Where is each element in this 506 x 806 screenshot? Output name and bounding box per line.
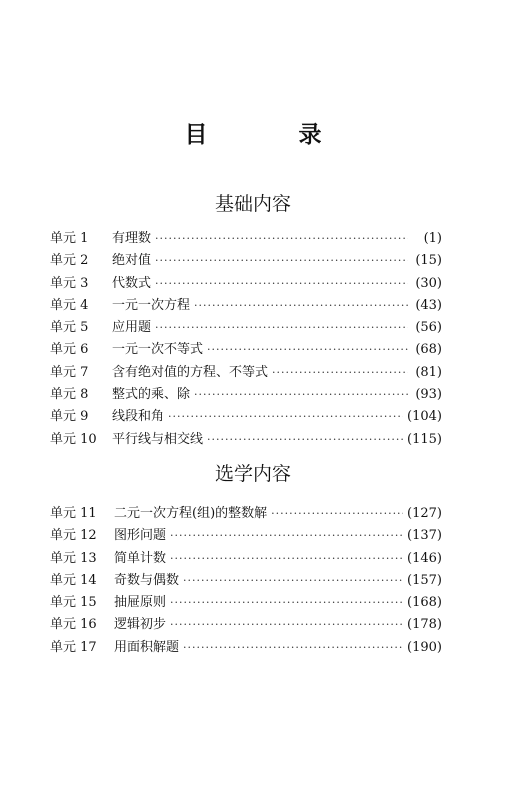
dot-leader bbox=[194, 299, 408, 312]
toc-page-number: (146) bbox=[407, 550, 442, 566]
toc-unit-label: 单元 9 bbox=[50, 409, 89, 425]
toc-unit-label: 单元 8 bbox=[50, 387, 89, 403]
toc-unit-label: 单元 6 bbox=[50, 342, 89, 358]
toc-entry bbox=[50, 361, 442, 383]
toc-unit-label: 单元 1 bbox=[50, 231, 89, 246]
toc-page-number: (43) bbox=[415, 297, 442, 313]
toc-unit-label: 单元 11 bbox=[50, 506, 97, 521]
toc-page-number: (178) bbox=[407, 617, 442, 633]
toc-unit-label: 单元 2 bbox=[50, 253, 89, 269]
toc-unit-label: 单元 3 bbox=[50, 275, 89, 291]
toc-unit-label: 单元 7 bbox=[50, 364, 89, 380]
toc-page-number: (1) bbox=[423, 231, 442, 246]
toc-unit-label: 单元 16 bbox=[50, 617, 97, 633]
toc-page-number: (56) bbox=[415, 320, 442, 336]
toc-entry bbox=[50, 227, 442, 249]
toc-entry bbox=[50, 428, 442, 450]
toc-entry bbox=[50, 591, 442, 613]
toc-entry bbox=[50, 405, 442, 427]
toc-entry-title: 图形问题 bbox=[114, 528, 167, 544]
toc-entry bbox=[50, 636, 442, 658]
toc-entry bbox=[50, 502, 442, 524]
dot-leader bbox=[155, 321, 408, 334]
toc-entry bbox=[50, 524, 442, 546]
toc-entry-title: 奇数与偶数 bbox=[114, 572, 180, 588]
dot-leader bbox=[272, 366, 408, 379]
toc-page-number: (104) bbox=[407, 409, 442, 425]
toc-entry-title: 线段和角 bbox=[112, 409, 165, 425]
toc-entry bbox=[50, 272, 442, 294]
toc-entry bbox=[50, 249, 442, 271]
toc-page-number: (127) bbox=[407, 506, 442, 521]
toc-page-number: (68) bbox=[415, 342, 442, 358]
toc-entry-title: 整式的乘、除 bbox=[112, 387, 191, 403]
toc-entry bbox=[50, 613, 442, 635]
toc-entry-title: 一元一次方程 bbox=[112, 297, 191, 313]
toc-unit-label: 单元 12 bbox=[50, 528, 97, 544]
toc-unit-label: 单元 10 bbox=[50, 431, 97, 447]
toc-unit-label: 单元 14 bbox=[50, 572, 97, 588]
toc-entry bbox=[50, 547, 442, 569]
toc-page-number: (115) bbox=[407, 431, 442, 447]
section-heading-elective: 选学内容 bbox=[214, 463, 291, 485]
toc-unit-label: 单元 15 bbox=[50, 595, 97, 611]
dot-leader bbox=[183, 574, 403, 587]
toc-entry bbox=[50, 569, 442, 591]
toc-entry-title: 应用题 bbox=[112, 320, 152, 336]
toc-list-basic bbox=[50, 227, 442, 450]
dot-leader bbox=[207, 343, 408, 356]
dot-leader bbox=[155, 232, 408, 245]
toc-page-number: (157) bbox=[407, 572, 442, 588]
dot-leader bbox=[155, 277, 408, 290]
toc-entry bbox=[50, 294, 442, 316]
toc-entry-title: 二元一次方程(组)的整数解 bbox=[114, 506, 268, 521]
dot-leader bbox=[170, 618, 403, 631]
toc-unit-label: 单元 4 bbox=[50, 297, 89, 313]
toc-page-number: (137) bbox=[407, 528, 442, 544]
toc-entry-title: 绝对值 bbox=[112, 253, 152, 269]
toc-page-number: (168) bbox=[407, 595, 442, 611]
dot-leader bbox=[170, 552, 403, 565]
section-heading-basic: 基础内容 bbox=[214, 193, 291, 215]
dot-leader bbox=[170, 596, 403, 609]
toc-page-number: (30) bbox=[415, 275, 442, 291]
dot-leader bbox=[170, 529, 403, 542]
toc-page-number: (81) bbox=[415, 364, 442, 380]
dot-leader bbox=[271, 507, 403, 520]
toc-page-number: (190) bbox=[407, 639, 442, 655]
page-title: 目 录 bbox=[184, 122, 356, 148]
toc-unit-label: 单元 5 bbox=[50, 320, 89, 336]
dot-leader bbox=[207, 433, 403, 446]
toc-list-elective bbox=[50, 502, 442, 658]
dot-leader bbox=[168, 410, 403, 423]
dot-leader bbox=[183, 641, 403, 654]
dot-leader bbox=[194, 388, 408, 401]
toc-page-number: (93) bbox=[415, 387, 442, 403]
toc-page-number: (15) bbox=[415, 253, 442, 269]
toc-entry bbox=[50, 383, 442, 405]
toc-entry-title: 简单计数 bbox=[114, 550, 167, 566]
toc-entry-title: 逻辑初步 bbox=[114, 617, 167, 633]
toc-entry-title: 平行线与相交线 bbox=[112, 431, 204, 447]
toc-entry bbox=[50, 338, 442, 360]
toc-entry-title: 一元一次不等式 bbox=[112, 342, 204, 358]
toc-entry-title: 含有绝对值的方程、不等式 bbox=[112, 364, 269, 380]
toc-entry-title: 有理数 bbox=[112, 231, 152, 246]
toc-entry-title: 用面积解题 bbox=[114, 639, 180, 655]
toc-unit-label: 单元 17 bbox=[50, 639, 97, 655]
dot-leader bbox=[155, 254, 408, 267]
toc-unit-label: 单元 13 bbox=[50, 550, 97, 566]
toc-entry-title: 抽屉原则 bbox=[114, 595, 167, 611]
toc-entry-title: 代数式 bbox=[112, 275, 152, 291]
toc-entry bbox=[50, 316, 442, 338]
